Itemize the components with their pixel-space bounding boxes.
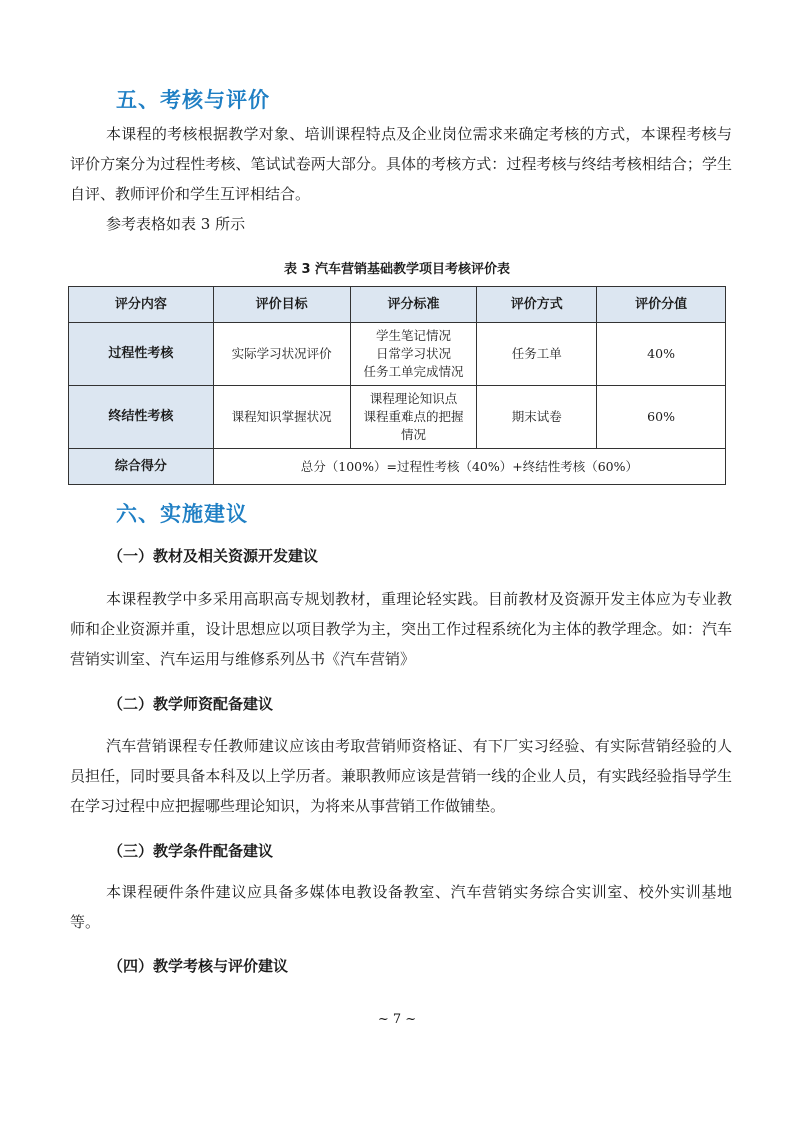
section-heading-implementation: 六、实施建议 [116, 502, 248, 526]
teachers-paragraph: 汽车营销课程专任教师建议应该由考取营销师资格证、有下厂实习经验、有实际营销经验的人员担任，同时要具备本科及以上学历者。兼职教师应该是营销一线的企业人员，有实践经验指导学生在学习过程中应把握哪些理论知识，为将来从事营销工作做铺垫。 [70, 737, 732, 815]
table-row [69, 386, 726, 449]
materials-paragraph: 本课程教学中多采用高职高专规划教材，重理论轻实践。目前教材及资源开发主体应为专业教师和企业资源并重，设计思想应以项目教学为主，突出工作过程系统化为主体的教学理念。如：汽车营销实训室、汽车运用与维修系列丛书《汽车营销》 [70, 590, 732, 668]
row-method: 任务工单 [477, 323, 597, 386]
header-cell: 评分标准 [350, 287, 477, 323]
row-score: 60% [597, 386, 726, 449]
standard-line: 学生笔记情况 [375, 328, 451, 343]
row-goal: 课程知识掌握状况 [213, 386, 350, 449]
subsection-title-conditions: （三）教学条件配备建议 [108, 842, 274, 860]
assessment-paragraph: 本课程的考核根据教学对象、培训课程特点及企业岗位需求来确定考核的方式，本课程考核与评价方案分为过程性考核、笔试试卷两大部分。具体的考核方式：过程考核与终结考核相结合；学生自评、教师评价和学生互评相结合。 [70, 125, 732, 203]
row-standard [350, 323, 477, 386]
table-total-row [69, 449, 726, 485]
header-cell: 评价分值 [597, 287, 726, 323]
row-item: 终结性考核 [69, 386, 214, 449]
subsection-title-teachers: （二）教学师资配备建议 [108, 695, 274, 713]
row-item: 过程性考核 [69, 323, 214, 386]
subsection-title-evaluation: （四）教学考核与评价建议 [108, 957, 289, 975]
assessment-table [68, 286, 726, 485]
standard-line: 课程重难点的把握 [363, 409, 464, 424]
row-standard [350, 386, 477, 449]
table-header-row [69, 287, 726, 323]
row-goal: 实际学习状况评价 [213, 323, 350, 386]
header-cell: 评分内容 [69, 287, 214, 323]
subsection-title-materials: （一）教材及相关资源开发建议 [108, 547, 319, 565]
conditions-paragraph: 本课程硬件条件建议应具备多媒体电教设备教室、汽车营销实务综合实训室、校外实训基地等。 [70, 883, 732, 931]
standard-line: 课程理论知识点 [369, 391, 458, 406]
table-reference-paragraph: 参考表格如表 3 所示 [106, 215, 246, 233]
standard-line: 情况 [400, 427, 426, 442]
row-score: 40% [597, 323, 726, 386]
row-method: 期末试卷 [477, 386, 597, 449]
header-cell: 评价方式 [477, 287, 597, 323]
standard-line: 任务工单完成情况 [363, 364, 464, 379]
table-caption: 表 3 汽车营销基础教学项目考核评价表 [283, 262, 511, 277]
header-cell: 评价目标 [213, 287, 350, 323]
total-label: 综合得分 [69, 449, 214, 485]
standard-line: 日常学习状况 [375, 346, 451, 361]
total-formula: 总分（100%）=过程性考核（40%）+终结性考核（60%） [213, 449, 725, 485]
table-row [69, 323, 726, 386]
page-number: ~ 7 ~ [377, 1012, 417, 1027]
section-heading-assessment: 五、考核与评价 [116, 88, 270, 112]
